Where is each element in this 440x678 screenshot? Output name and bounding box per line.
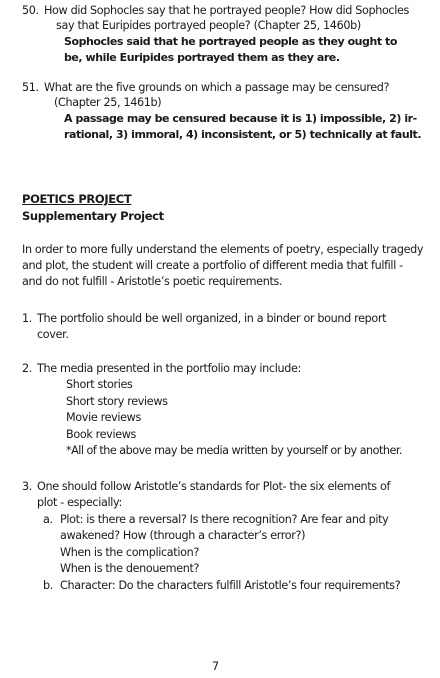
- item-number: 2.: [22, 362, 32, 375]
- item-text-line: The media presented in the portfolio may include:: [37, 362, 301, 375]
- intro-paragraph: [22, 242, 437, 290]
- media-type: Short stories: [66, 378, 133, 391]
- question-text-line: How did Sophocles say that he portrayed people? How did Sophocles: [44, 4, 410, 17]
- answer-line: be, while Euripides portrayed them as they are.: [64, 51, 340, 64]
- answer-line: Sophocles said that he portrayed people as they ought to: [64, 35, 397, 48]
- page-number: 7: [212, 660, 219, 673]
- page-title: POETICS PROJECT: [22, 192, 132, 206]
- item-text-line: The portfolio should be well organized, in a binder or bound report: [37, 312, 387, 325]
- project-header: [22, 191, 432, 224]
- question-number: 51.: [22, 81, 39, 94]
- item-number: 1.: [22, 312, 32, 325]
- item-text-line: cover.: [37, 328, 69, 341]
- question-text-line: (Chapter 25, 1461b): [54, 96, 162, 109]
- media-type: Book reviews: [66, 428, 137, 441]
- question-text-line: say that Euripides portrayed people? (Chapter 25, 1460b): [56, 19, 361, 32]
- media-note: *All of the above may be media written by yourself or by another.: [66, 444, 402, 457]
- sub-item-label: b.: [43, 579, 53, 592]
- answer-line: A passage may be censured because it is 1) impossible, 2) ir-: [64, 112, 417, 125]
- sub-item-text-line: When is the denouement?: [60, 562, 200, 575]
- answer-line: rational, 3) immoral, 4) inconsistent, or 5) technically at fault.: [64, 128, 422, 141]
- sub-item-text-line: When is the complication?: [60, 546, 199, 559]
- sub-item-label: a.: [43, 513, 53, 526]
- page-subtitle: Supplementary Project: [22, 209, 164, 223]
- question-text-line: What are the five grounds on which a passage may be censured?: [44, 81, 390, 94]
- media-type: Short story reviews: [66, 395, 168, 408]
- media-type: Movie reviews: [66, 411, 141, 424]
- paragraph-line: and do not fulfill - Aristotle’s poetic requirements.: [22, 275, 283, 288]
- item-text-line: plot - especially:: [37, 496, 122, 509]
- item-number: 3.: [22, 480, 32, 493]
- paragraph-line: and plot, the student will create a portfolio of different media that fulfill -: [22, 259, 403, 272]
- paragraph-line: In order to more fully understand the elements of poetry, especially tragedy: [22, 243, 424, 256]
- question-number: 50.: [22, 4, 39, 17]
- sub-item-text-line: Plot: is there a reversal? Is there recognition? Are fear and pity: [60, 513, 389, 526]
- item-text-line: One should follow Aristotle’s standards for Plot- the six elements of: [37, 480, 391, 493]
- sub-item-text-line: Character: Do the characters fulfill Aristotle’s four requirements?: [60, 579, 401, 592]
- sub-item-text-line: awakened? How (through a character’s error?): [60, 529, 306, 542]
